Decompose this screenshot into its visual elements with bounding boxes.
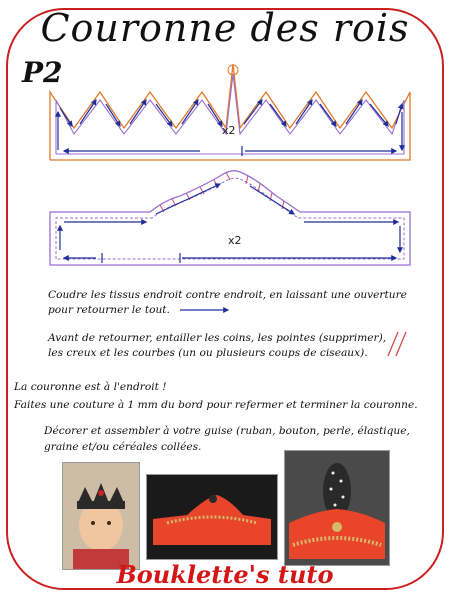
step2-line1: Avant de retourner, entailler les coins, les pointes (supprimer), [48, 332, 387, 344]
step1-line2: pour retourner le tout. [48, 304, 170, 316]
step4-line2: graine et/ou céréales collées. [44, 441, 202, 453]
step3-line1: La couronne est à l'endroit ! [14, 381, 167, 393]
decorated-crown-photo [284, 450, 390, 566]
top-crown-pattern [50, 64, 410, 160]
step3-line2: Faites une couture à 1 mm du bord pour refermer et terminer la couronne. [14, 399, 418, 411]
red-crown-photo [146, 474, 278, 560]
bottom-multiplier: x2 [228, 234, 242, 247]
page-number: P2 [22, 56, 63, 89]
step2-line2: les creux et les courbes (un ou plusieurs coups de ciseaux). [48, 347, 368, 359]
step1-line1: Coudre les tissus endroit contre endroit, en laissant une ouverture [48, 289, 407, 301]
top-multiplier: x2 [222, 124, 236, 137]
notch-marks [388, 332, 406, 356]
child-crown-photo [62, 462, 140, 570]
page-title: Couronne des rois [40, 6, 410, 50]
bottom-crown-pattern [50, 171, 410, 265]
step4-line1: Décorer et assembler à votre guise (ruban, bouton, perle, élastique, [44, 425, 410, 437]
brand-signature: Bouklette's tuto [116, 560, 334, 589]
